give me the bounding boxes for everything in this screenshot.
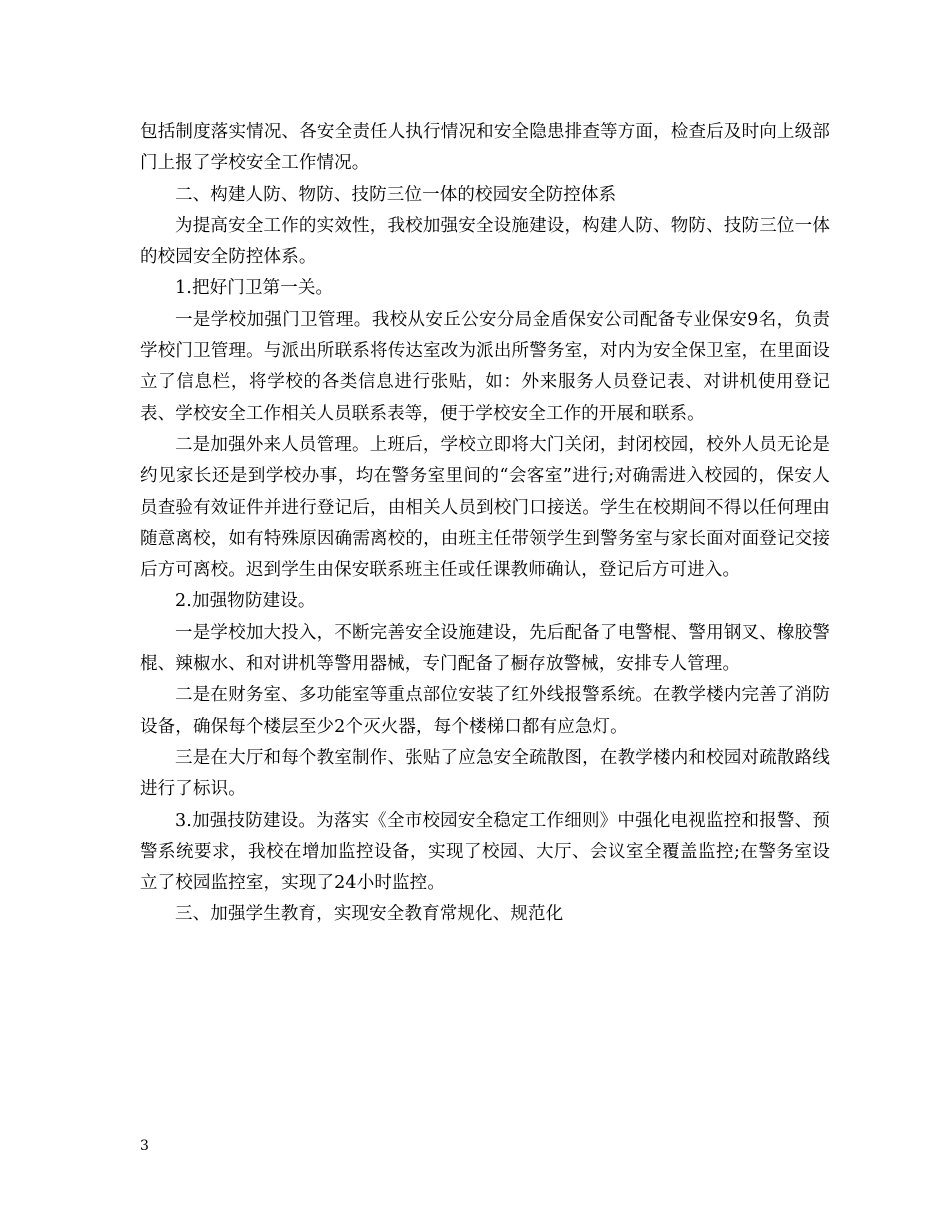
page-number: 3 <box>140 1138 149 1154</box>
section-heading: 三、加强学生教育，实现安全教育常规化、规范化 <box>175 904 564 925</box>
paragraph: 一是学校加强门卫管理。我校从安丘公安分局金盾保安公司配备专业保安9名，负责学校门卫管理。与派出所联系将传达室改为派出所警务室，对内为安全保卫室，在里面设立了信息栏，将学校的各类信息进行张贴，如：外来服务人员登记表、对讲机使用登记表、学校安全工作相关人员联系表等，便于学校安全工作的开展和联系。 <box>140 309 830 424</box>
subsection-heading: 1.把好门卫第一关。 <box>175 278 334 299</box>
document-body <box>140 117 830 931</box>
section-heading: 二、构建人防、物防、技防三位一体的校园安全防控体系 <box>175 184 617 205</box>
paragraph: 一是学校加大投入，不断完善安全设施建设，先后配备了电警棍、警用钢叉、橡胶警棍、辣椒水、和对讲机等警用器械，专门配备了橱存放警械，安排专人管理。 <box>140 622 830 675</box>
paragraph: 3.加强技防建设。为落实《全市校园安全稳定工作细则》中强化电视监控和报警、预警系统要求，我校在增加监控设备，实现了校园、大厅、会议室全覆盖监控;在警务室设立了校园监控室，实现了24小时监控。 <box>140 810 830 894</box>
paragraph: 包括制度落实情况、各安全责任人执行情况和安全隐患排查等方面，检查后及时向上级部门上报了学校安全工作情况。 <box>140 122 830 174</box>
paragraph: 三是在大厅和每个教室制作、张贴了应急安全疏散图，在教学楼内和校园对疏散路线进行了标识。 <box>140 747 830 800</box>
paragraph: 为提高安全工作的实效性，我校加强安全设施建设，构建人防、物防、技防三位一体的校园安全防控体系。 <box>140 215 830 268</box>
paragraph: 二是在财务室、多功能室等重点部位安装了红外线报警系统。在教学楼内完善了消防设备，确保每个楼层至少2个灭火器，每个楼梯口都有应急灯。 <box>140 685 830 737</box>
subsection-heading: 2.加强物防建设。 <box>175 591 316 612</box>
paragraph: 二是加强外来人员管理。上班后，学校立即将大门关闭，封闭校园，校外人员无论是约见家长还是到学校办事，均在警务室里间的“会客室”进行;对确需进入校园的，保安人员查验有效证件并进行登记后，由相关人员到校门口接送。学生在校期间不得以任何理由随意离校，如有特殊原因确需离校的，由班主任带领学生到警务室与家长面对面登记交接后方可离校。迟到学生由保安联系班主任或任课教师确认，登记后方可进入。 <box>140 434 830 581</box>
